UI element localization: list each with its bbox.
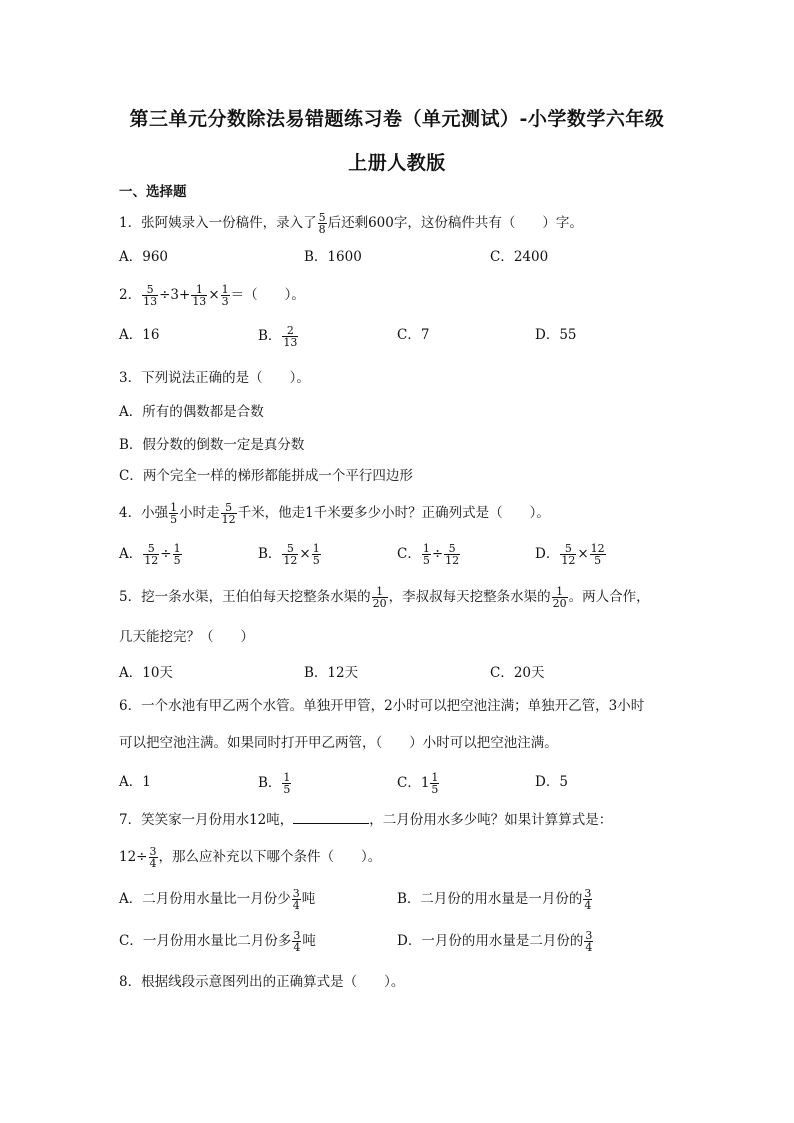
q2-option-c: C．7 bbox=[397, 327, 430, 343]
question-5-line2: 几天能挖完？（ ） bbox=[119, 629, 254, 645]
q2-option-b: B． $\frac{2}{13}$ bbox=[258, 324, 298, 349]
q7-option-a: A．二月份用水量比一月份少 $\frac{3}{4}$ 吨 bbox=[119, 887, 316, 912]
q3-option-a: A．所有的偶数都是合数 bbox=[119, 404, 264, 420]
q7-option-c: C．一月份用水量比二月份多 $\frac{3}{4}$ 吨 bbox=[119, 929, 316, 954]
q4-option-b: B． $\frac{5}{12}$ × $\frac{1}{5}$ bbox=[258, 542, 320, 567]
question-4: 4．小强 $\frac{1}{5}$ 小时走 $\frac{5}{12}$ 千米，他走1千米要多少小时？正确列式是（ ）。 bbox=[119, 501, 550, 526]
q7-option-b: B．二月份的用水量是一月份的 $\frac{3}{4}$ bbox=[397, 887, 592, 912]
page-title-line2: 上册人教版 bbox=[348, 152, 446, 174]
section-heading: 一、选择题 bbox=[119, 184, 187, 200]
q4-option-d: D． $\frac{5}{12}$ × $\frac{12}{5}$ bbox=[535, 542, 605, 567]
question-5: 5．挖一条水渠，王伯伯每天挖整条水渠的 $\frac{1}{20}$ ，李叔叔每天挖整条水渠的 $\frac{1}{20}$ 。两人合作， bbox=[119, 585, 650, 610]
q5-option-a: A．10天 bbox=[119, 665, 173, 681]
q2-option-a: A．16 bbox=[119, 327, 160, 343]
question-6: 6．一个水池有甲乙两个水管。单独开甲管，2小时可以把空池注满；单独开乙管，3小时 bbox=[119, 698, 645, 714]
q1-option-b: B．1600 bbox=[304, 249, 362, 265]
question-3: 3．下列说法正确的是（ ）。 bbox=[119, 370, 310, 386]
answer-blank bbox=[293, 811, 369, 824]
q6-option-c: C．1 $\frac{1}{5}$ bbox=[397, 771, 439, 796]
q3-option-c: C．两个完全一样的梯形都能拼成一个平行四边形 bbox=[119, 468, 413, 484]
question-1: 1．张阿姨录入一份稿件，录入了 $\frac{5}{8}$ 后还剩600字，这份稿件共有（ ）字。 bbox=[119, 211, 583, 236]
question-7: 7．笑笑家一月份用水12吨， ，二月份用水多少吨？如果计算算式是： bbox=[119, 812, 613, 828]
question-8: 8．根据线段示意图列出的正确算式是（ ）。 bbox=[119, 974, 405, 990]
q3-option-b: B．假分数的倒数一定是真分数 bbox=[119, 437, 305, 453]
q6-option-d: D．5 bbox=[535, 774, 568, 790]
q4-option-a: A． $\frac{5}{12}$ ÷ $\frac{1}{5}$ bbox=[119, 542, 181, 567]
q1-option-c: C．2400 bbox=[490, 249, 549, 265]
page-title-line1: 第三单元分数除法易错题练习卷（单元测试）-小学数学六年级 bbox=[129, 108, 665, 130]
question-7-line2: 12÷ $\frac{3}{4}$ ，那么应补充以下哪个条件（ ）。 bbox=[119, 845, 382, 870]
q6-option-b: B． $\frac{1}{5}$ bbox=[258, 771, 291, 796]
q5-option-b: B．12天 bbox=[304, 665, 359, 681]
q7-option-d: D．一月份的用水量是二月份的 $\frac{3}{4}$ bbox=[397, 929, 593, 954]
question-6-line2: 可以把空池注满。如果同时打开甲乙两管，（ ）小时可以把空池注满。 bbox=[119, 735, 558, 751]
q1-option-a: A．960 bbox=[119, 249, 169, 265]
q5-option-c: C．20天 bbox=[490, 665, 545, 681]
question-2: 2． $\frac{5}{13}$ ÷3+ $\frac{1}{13}$ × $\frac{1}{3}$ ＝（ ）。 bbox=[119, 283, 305, 308]
q2-option-d: D．55 bbox=[535, 327, 577, 343]
fraction: $\frac{5}{8}$ bbox=[318, 211, 326, 236]
q4-option-c: C． $\frac{1}{5}$ ÷ $\frac{5}{12}$ bbox=[397, 542, 460, 567]
q6-option-a: A．1 bbox=[119, 774, 151, 790]
